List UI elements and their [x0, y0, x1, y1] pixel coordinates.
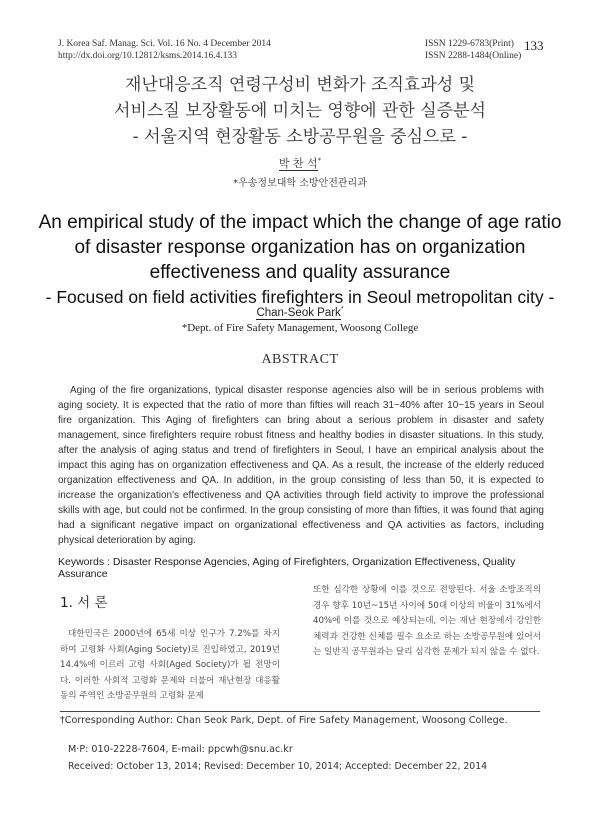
korean-author	[0, 155, 600, 171]
english-title-line-2: of disaster response organization has on organization	[74, 237, 526, 258]
abstract-heading: ABSTRACT	[261, 352, 339, 367]
page-number: 133	[524, 38, 544, 53]
section-1-right-column: 또한 심각한 상황에 이를 것으로 전망된다. 서울 소방조직의 경우 향후 10년~15년 사이에 50대 이상의 비율이 31%에서 40%에 이를 것으로 예상되는데, 이는 재난 현장에서 강인한 체력과 건강한 신체를 필수 요소로 하는 소방공무원에 있어서는 일반직 공무원과는 달리 심각한 문제가 되지 않을 수 없다.	[313, 585, 541, 657]
abstract-body: Aging of the fire organizations, typical disaster response agencies also will be in serious problems with aging society. It is expected that the ratio of more than fifties will reach 31~40% after 10~15 years in Seoul fire organization. This Aging of firefighters can bring about a serious problem in disaster and safety management, since firefighters require robust fitness and healthy bodies in disaster situations. In this study, after the analysis of aging status and trend of firefighters in Seoul, I have an empirical analysis about the impact this aging has on organization effectiveness and QA. As a result, the increase of the elderly reduced organization effectiveness and QA. In addition, in the group consisting of less than 50, it is expected to increase the organization's effectiveness and QA activities through field activity to improve the professional skills with age, but could not be confirmed. In the group consisting of more than fifties, it was found that aging had a significant negative impact on organizational effectiveness and QA activities as factors, including physical deterioration by aging.	[58, 385, 544, 546]
issn-print: ISSN 1229-6783(Print)	[425, 39, 514, 49]
english-author-name: Chan-Seok Park	[256, 306, 341, 319]
korean-title-line-2: 서비스질 보장활동에 미치는 영향에 관한 실증분석	[114, 101, 486, 121]
section-1-left-column: 대한민국은 2000년에 65세 이상 인구가 7.2%를 차지하여 고령화 사회(Aging Society)로 진입하였고, 2019년 14.4%에 이르러 고령 사회(Aged Society)가 될 전망이다. 이러한 사회적 고령화 문제와 더불어 재난현장 대응활동의 주역인 소방공무원의 고령화 문제	[60, 629, 280, 701]
english-affiliation: *Dept. of Fire Safety Management, Woosong College	[181, 322, 419, 334]
english-title-line-4: - Focused on field activities firefighters in Seoul metropolitan city -	[45, 287, 555, 307]
section-1-heading: 1. 서 론	[60, 595, 108, 611]
korean-affiliation: *우송정보대학 소방안전관리과	[233, 178, 367, 189]
footnote-dates: Received: October 13, 2014; Revised: December 10, 2014; Accepted: December 22, 2014	[68, 761, 488, 772]
author-mark: *	[317, 156, 322, 165]
journal-citation: J. Korea Saf. Manag. Sci. Vol. 16 No. 4 December 2014	[58, 39, 271, 49]
english-author-mark: *	[340, 306, 344, 313]
english-author	[0, 306, 600, 319]
korean-title-line-3: - 서울지역 현장활동 소방공무원을 중심으로 -	[132, 127, 468, 147]
footnote-corresponding: †Corresponding Author: Chan Seok Park, Dept. of Fire Safety Management, Woosong College.	[60, 715, 508, 726]
english-title-line-3: effectiveness and quality assurance	[149, 262, 451, 283]
issn-online: ISSN 2288-1484(Online)	[425, 51, 522, 61]
doi-link[interactable]: http://dx.doi.org/10.12812/ksms.2014.16.4.133	[58, 51, 238, 61]
english-title-line-1: An empirical study of the impact which the change of age ratio	[38, 212, 562, 233]
korean-author-name: 박 찬 석	[278, 157, 318, 170]
footnote-divider	[60, 711, 540, 712]
keywords: Keywords : Disaster Response Agencies, Aging of Firefighters, Organization Effectiveness, Quality Assurance	[58, 556, 516, 580]
korean-title-line-1: 재난대응조직 연령구성비 변화가 조직효과성 및	[124, 75, 476, 95]
footnote-contact: M·P: 010-2228-7604, E-mail: ppcwh@snu.ac.kr	[68, 744, 293, 755]
